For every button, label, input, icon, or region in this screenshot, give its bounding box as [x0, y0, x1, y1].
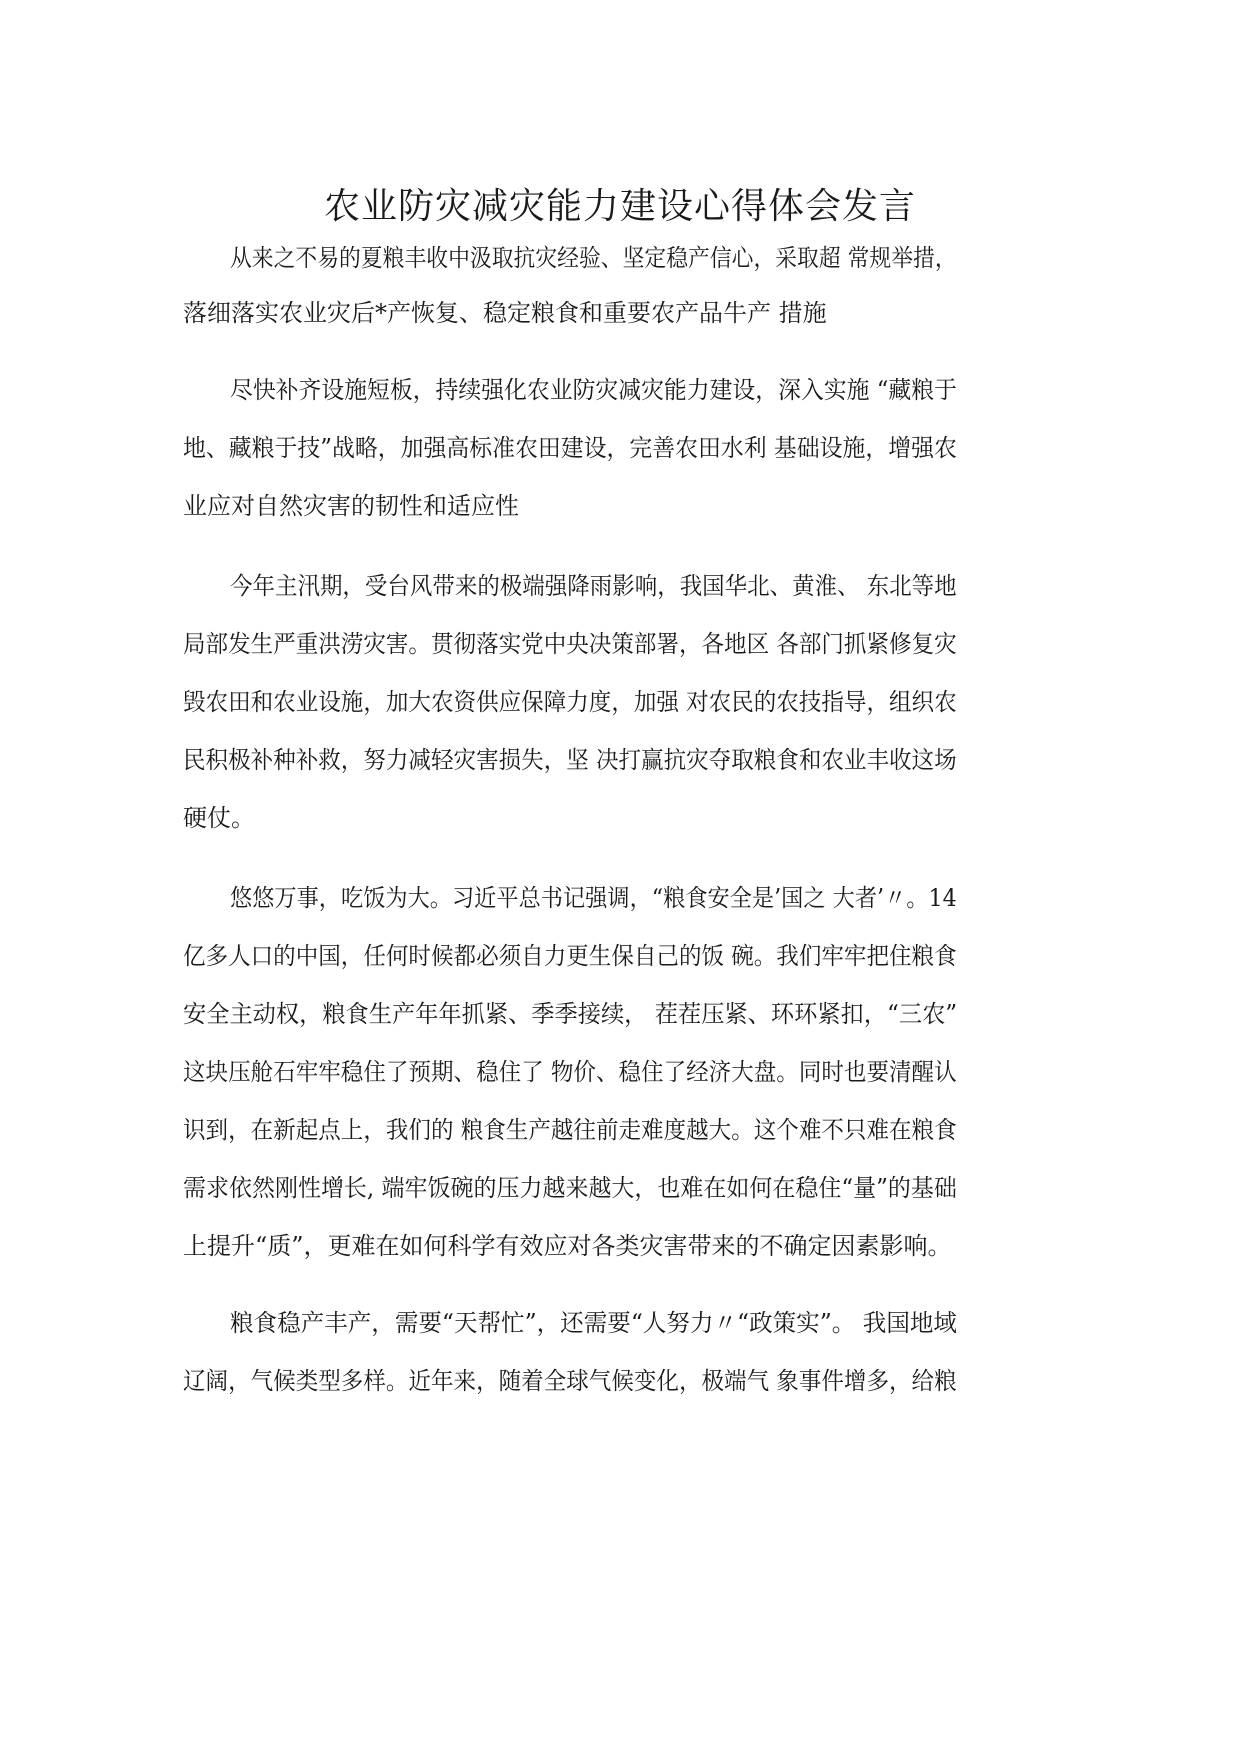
paragraph-4-line-3: 安全主动权，粮食生产年年抓紧、季季接续， 茬茬压紧、环环紧扣，“三农”	[183, 1000, 958, 1028]
document-title: 农业防灾减灾能力建设心得体会发言	[323, 186, 916, 227]
paragraph-4-line-6: 需求依然刚性增长, 端牢饭碗的压力越来越大，也难在如何在稳住“量”的基础	[183, 1174, 957, 1202]
paragraph-5-line-1: 粮食稳产丰产，需要“天帮忙”，还需要“人努力〃“政策实”。 我国地域	[230, 1309, 957, 1337]
paragraph-4-line-1: 悠悠万事，吃饭为大。习近平总书记强调，“粮食安全是’国之 大者’〃。14	[230, 884, 957, 912]
paragraph-2-line-1: 尽快补齐设施短板，持续强化农业防灾减灾能力建设，深入实施 “藏粮于	[230, 376, 957, 404]
paragraph-5-line-2: 辽阔，气候类型多样。近年来，随着全球气候变化，极端气 象事件增多，给粮	[183, 1367, 957, 1395]
paragraph-3-line-5: 硬仗。	[183, 804, 255, 832]
paragraph-4-line-4: 这块压舱石牢牢稳住了预期、稳住了 物价、稳住了经济大盘。同时也要清醒认	[183, 1058, 957, 1086]
paragraph-3-line-4: 民积极补种补救，努力减轻灾害损失，坚 决打赢抗灾夺取粮食和农业丰收这场	[183, 746, 957, 774]
paragraph-2-line-2: 地、藏粮于技”战略，加强高标准农田建设，完善农田水利 基础设施，增强农	[183, 434, 957, 462]
paragraph-4-line-2: 亿多人口的中国，任何时候都必须自力更生保自己的饭 碗。我们牢牢把住粮食	[183, 942, 957, 970]
paragraph-4-line-7: 上提升“质”，更难在如何科学有效应对各类灾害带来的不确定因素影响。	[183, 1232, 952, 1260]
paragraph-3-line-3: 毁农田和农业设施，加大农资供应保障力度，加强 对农民的农技指导，组织农	[183, 688, 957, 716]
paragraph-3-line-2: 局部发生严重洪涝灾害。贯彻落实党中央决策部署，各地区 各部门抓紧修复灾	[183, 630, 957, 658]
paragraph-1-line-1: 从来之不易的夏粮丰收中汲取抗灾经验、坚定稳产信心，采取超 常规举措，	[230, 244, 957, 272]
paragraph-1-line-2: 落细落实农业灾后*产恢复、稳定粮食和重要农产品牛产 措施	[183, 299, 827, 327]
paragraph-4-line-5: 识到，在新起点上，我们的 粮食生产越往前走难度越大。这个难不只难在粮食	[183, 1116, 957, 1144]
paragraph-3-line-1: 今年主汛期，受台风带来的极端强降雨影响，我国华北、黄淮、 东北等地	[230, 572, 957, 600]
paragraph-2-line-3: 业应对自然灾害的韧性和适应性	[183, 492, 519, 520]
